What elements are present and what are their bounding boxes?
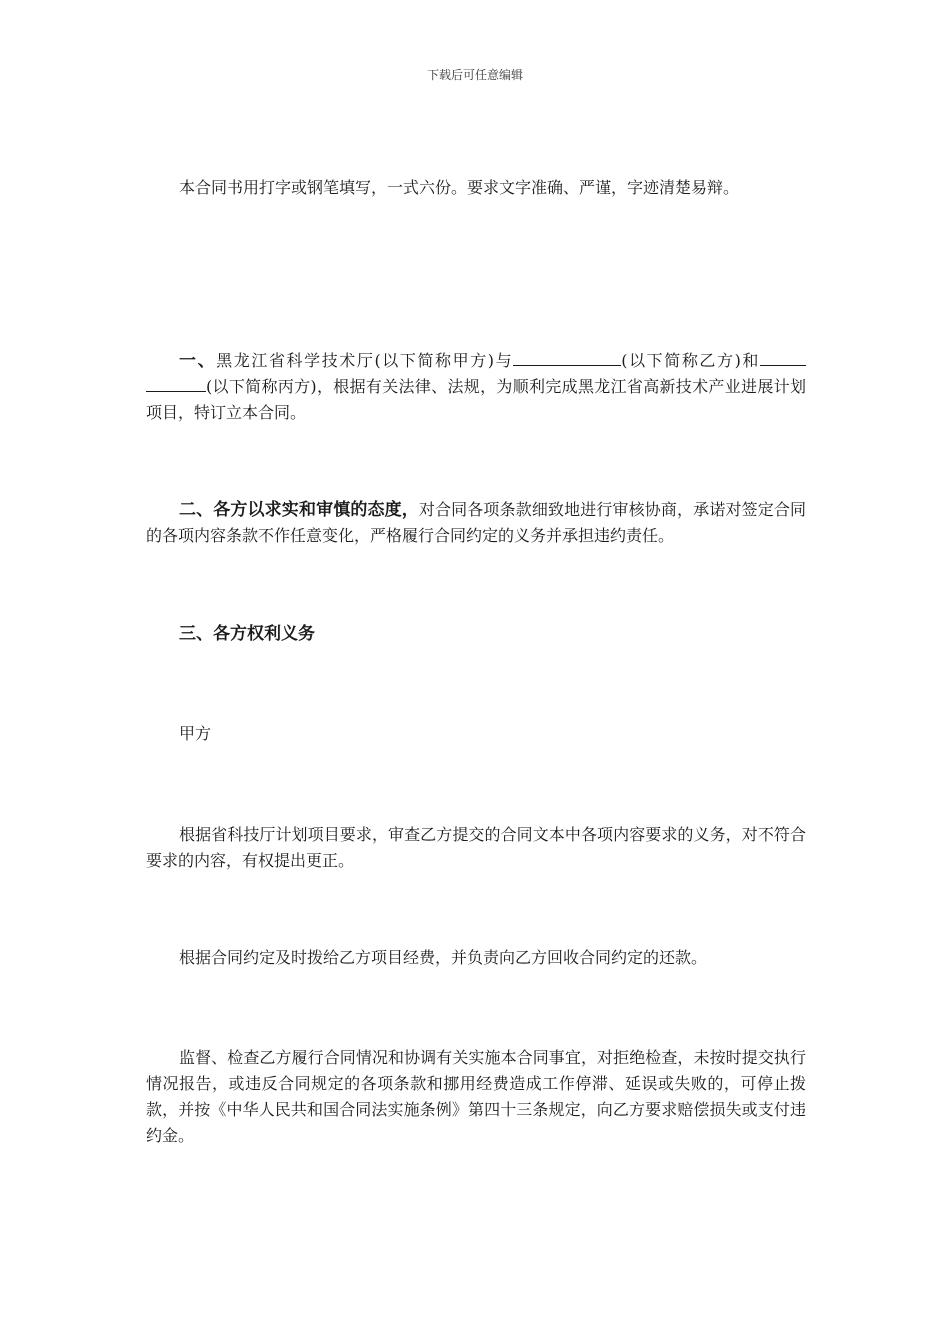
clause-1-part1: 黑龙江省科学技术厅(以下简称甲方)与 (216, 351, 514, 370)
clause-3-heading: 三、各方权利义务 (179, 624, 315, 644)
clause-2-lead: 二、各方以求实和审慎的态度， (179, 500, 419, 520)
intro-paragraph: 本合同书用打字或钢笔填写，一式六份。要求文字准确、严谨，字迹清楚易辩。 (179, 178, 740, 197)
clause-2-paragraph (146, 497, 806, 549)
blank-party-c-end[interactable] (146, 377, 206, 392)
blank-party-b[interactable] (513, 351, 621, 366)
clause-1-part3: (以下简称丙方)，根据有关法律、法规，为顺利完成黑龙江省高新技术产业进展计划项目，特订立本合同。 (146, 377, 806, 422)
party-a-item-3: 监督、检查乙方履行合同情况和协调有关实施本合同事宜，对拒绝检查，未按时提交执行情况报告，或违反合同规定的各项条款和挪用经费造成工作停滞、延误或失败的，可停止拨款，并按《中华人民共和国合同法实施条例》第四十三条规定，向乙方要求赔偿损失或支付违约金。 (146, 1048, 806, 1145)
clause-1-paragraph (146, 348, 806, 426)
party-a-label: 甲方 (179, 724, 212, 743)
party-a-item-1: 根据省科技厅计划项目要求，审查乙方提交的合同文本中各项内容要求的义务，对不符合要求的内容，有权提出更正。 (146, 825, 806, 870)
clause-1-lead: 一、 (179, 351, 217, 371)
party-a-item-2: 根据合同约定及时拨给乙方项目经费，并负责向乙方回收合同约定的还款。 (179, 948, 708, 967)
header-note: 下载后可任意编辑 (426, 68, 523, 82)
clause-2-text: 对合同各项条款细致地进行审核协商，承诺对签定合同的各项内容条款不作任意变化，严格履行合同约定的义务并承担违约责任。 (146, 500, 806, 545)
clause-1-part2: (以下简称乙方)和 (621, 351, 760, 370)
blank-party-c-start[interactable] (760, 351, 806, 366)
